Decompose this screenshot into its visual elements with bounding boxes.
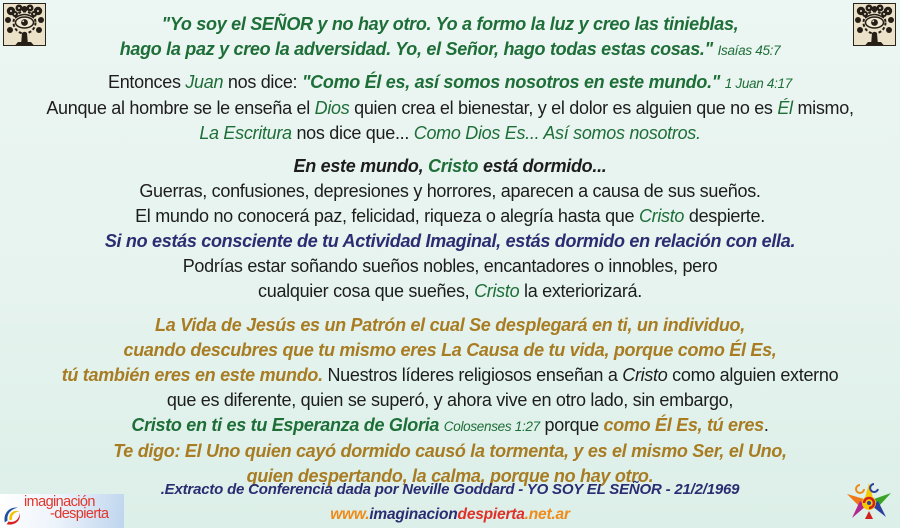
text-segment: que es diferente, quien se superó, y ahora vive en otro lado, sin embargo, bbox=[166, 390, 734, 410]
rainbow-star-icon bbox=[844, 482, 894, 522]
text-segment: Juan bbox=[185, 72, 224, 92]
text-segment: "Como Él es, así somos nosotros en este mundo." bbox=[301, 72, 725, 92]
text-line bbox=[0, 439, 900, 464]
text-segment: Cristo bbox=[428, 156, 479, 176]
text-segment: la exteriorizará. bbox=[519, 281, 642, 301]
text-segment: En este mundo, bbox=[293, 156, 429, 176]
text-segment: Nuestros líderes religiosos enseñan a bbox=[322, 365, 623, 385]
text-segment: cuando descubres que tu mismo eres La Causa de tu vida, porque como Él Es, bbox=[123, 340, 777, 360]
text-segment: Cristo en ti es tu Esperanza de Gloria bbox=[131, 415, 444, 435]
text-line bbox=[0, 279, 900, 304]
text-line bbox=[0, 154, 900, 179]
text-segment: nos dice: bbox=[223, 72, 302, 92]
text-segment: Te digo: El Uno quien cayó dormido causó la tormenta, y es el mismo Ser, el Uno, bbox=[113, 441, 787, 461]
text-segment: 1 Juan 4:17 bbox=[724, 76, 792, 91]
logo-line1: imaginación bbox=[24, 494, 95, 510]
text-line bbox=[0, 313, 900, 338]
text-segment: Si no estás consciente de tu Actividad Imaginal, estás dormido en relación con ella. bbox=[104, 231, 796, 251]
text-segment: quien despertando, la calma, porque no hay otro. bbox=[246, 466, 654, 486]
logo-line2: -despierta bbox=[50, 506, 109, 522]
text-line bbox=[0, 70, 900, 96]
text-segment: cualquier cosa que sueñes, bbox=[258, 281, 475, 301]
text-segment: hago la paz y creo la adversidad. Yo, el Señor, hago todas estas cosas." bbox=[119, 39, 718, 59]
text-line bbox=[0, 363, 900, 388]
text-segment: despierte. bbox=[684, 206, 765, 226]
url-segment: .net.ar bbox=[524, 506, 570, 523]
lecture-credit: .Extracto de Conferencia dada por Neville Goddard - YO SOY EL SEÑOR - 21/2/1969 bbox=[160, 481, 740, 498]
text-line bbox=[0, 179, 900, 204]
text-segment: El mundo no conocerá paz, felicidad, riqueza o alegría hasta que bbox=[135, 206, 639, 226]
text-segment: Podrías estar soñando sueños nobles, encantadores o innobles, pero bbox=[182, 256, 718, 276]
text-segment: Isaías 45:7 bbox=[717, 43, 781, 58]
website-url[interactable] bbox=[0, 506, 900, 524]
text-segment: como Él Es, tú eres bbox=[603, 415, 764, 435]
text-segment: tú también eres en este mundo. bbox=[61, 365, 323, 385]
text-segment: Como Dios Es... Así somos nosotros. bbox=[413, 123, 701, 143]
text-segment: La Escritura bbox=[199, 123, 292, 143]
text-line bbox=[0, 254, 900, 279]
text-line bbox=[0, 12, 900, 37]
url-segment: www. bbox=[330, 506, 370, 523]
text-line bbox=[0, 204, 900, 229]
text-segment: La Vida de Jesús es un Patrón el cual Se desplegará en ti, un individuo, bbox=[155, 315, 745, 335]
text-line bbox=[0, 413, 900, 439]
tricolor-swirl-icon bbox=[2, 503, 26, 527]
text-segment: quien crea el bienestar, y el dolor es alguien que no es bbox=[349, 98, 778, 118]
text-line bbox=[0, 96, 900, 121]
text-segment: Él bbox=[777, 98, 793, 118]
text-segment: Guerras, confusiones, depresiones y horrores, aparecen a causa de sus sueños. bbox=[139, 181, 761, 201]
text-segment: . bbox=[763, 415, 769, 435]
text-line bbox=[0, 229, 900, 254]
text-segment: Entonces bbox=[108, 72, 186, 92]
text-segment: Cristo bbox=[638, 206, 685, 226]
text-segment: está dormido... bbox=[478, 156, 607, 176]
text-segment: como alguien externo bbox=[667, 365, 839, 385]
logo-text bbox=[24, 495, 108, 521]
url-segment: imaginacion bbox=[369, 506, 458, 523]
text-segment: Cristo bbox=[622, 365, 668, 385]
text-line bbox=[0, 388, 900, 413]
imaginacion-despierta-logo bbox=[0, 494, 124, 528]
text-segment: mismo, bbox=[792, 98, 854, 118]
text-segment: "Yo soy el SEÑOR y no hay otro. Yo a formo la luz y creo las tinieblas, bbox=[161, 14, 739, 34]
text-segment: Cristo bbox=[474, 281, 520, 301]
url-segment: despierta bbox=[457, 506, 525, 523]
text-segment: nos dice que... bbox=[291, 123, 414, 143]
text-segment: Colosenses 1:27 bbox=[443, 419, 540, 434]
text-segment: Aunque al hombre se le enseña el bbox=[46, 98, 315, 118]
text-line bbox=[0, 338, 900, 363]
text-segment: Dios bbox=[314, 98, 350, 118]
text-line bbox=[0, 37, 900, 63]
text-segment: porque bbox=[539, 415, 604, 435]
text-line bbox=[0, 121, 900, 146]
